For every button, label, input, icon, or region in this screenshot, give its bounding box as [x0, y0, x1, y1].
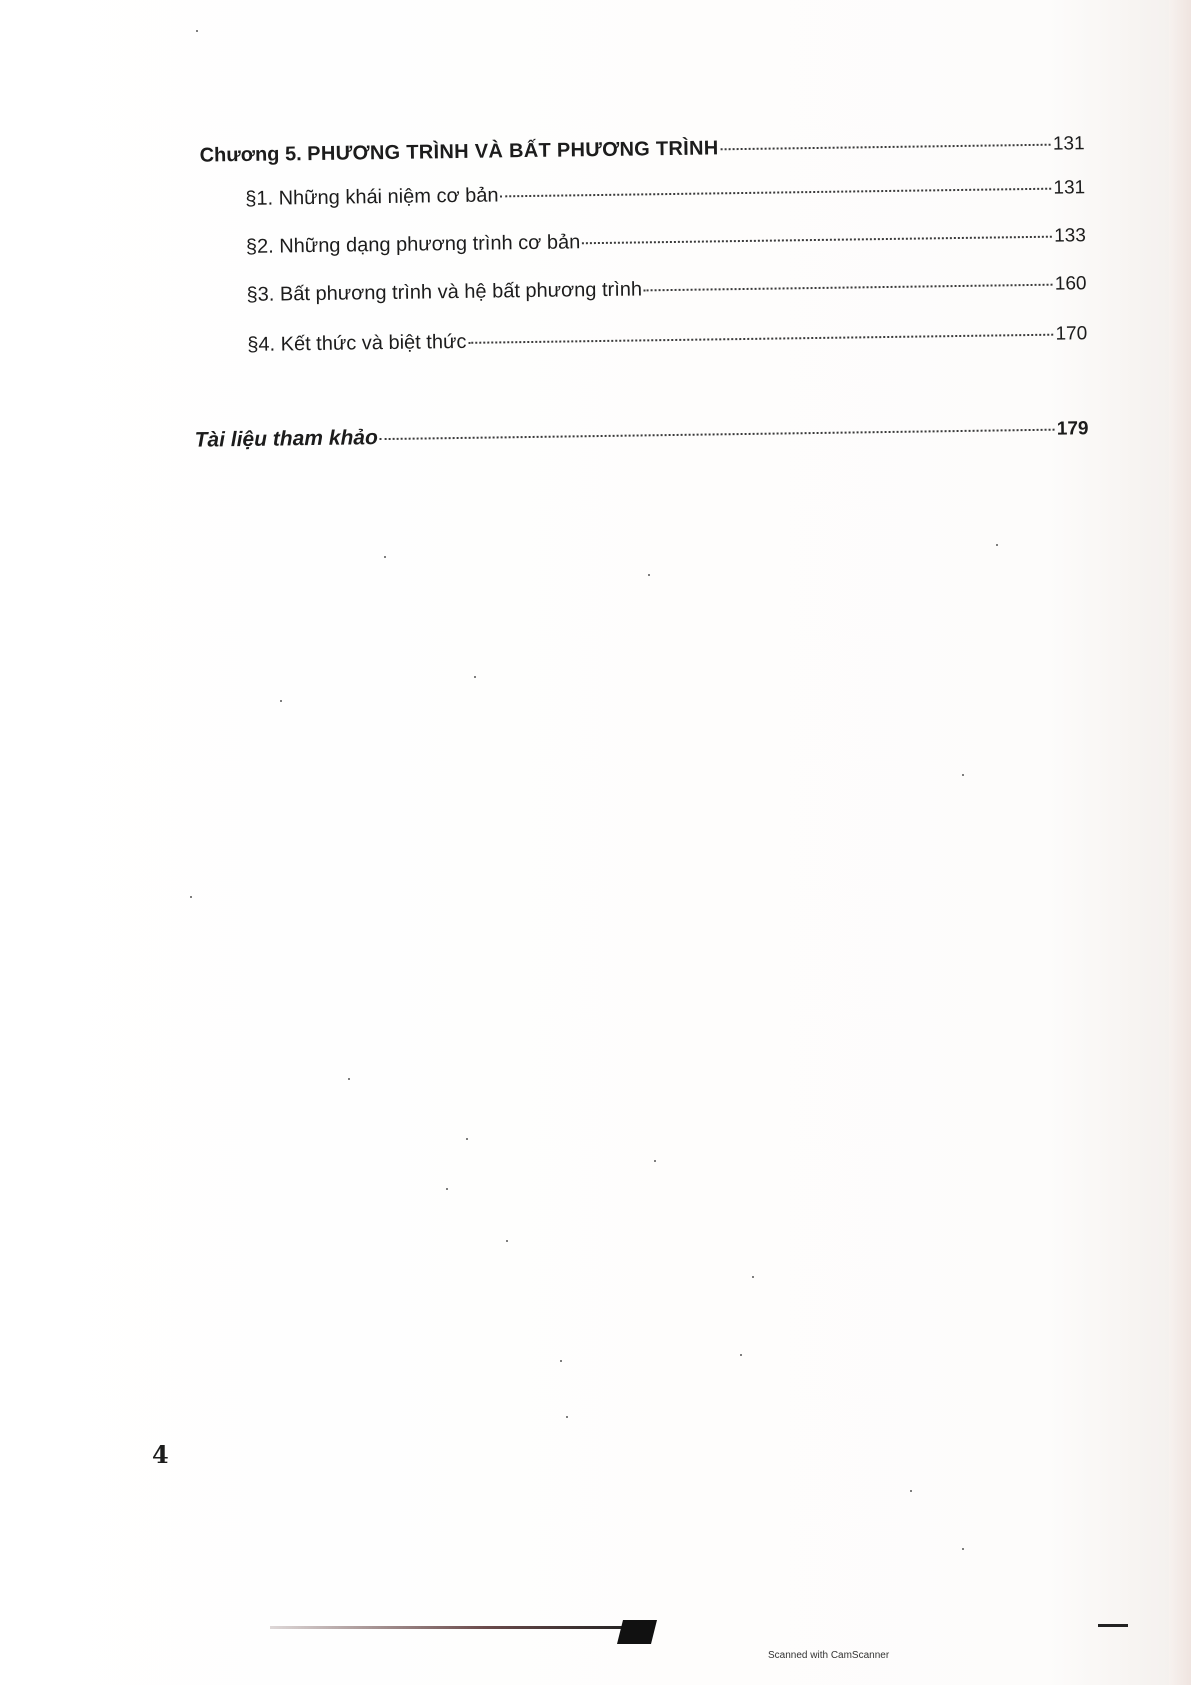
toc-section-3	[246, 265, 1086, 307]
chapter-title: PHƯƠNG TRÌNH VÀ BẤT PHƯƠNG TRÌNH	[307, 137, 719, 166]
scan-speck	[752, 1276, 754, 1278]
scan-speck	[196, 30, 198, 32]
references-label: Tài liệu tham khảo	[194, 426, 378, 452]
scan-edge-rule	[1098, 1624, 1128, 1627]
scan-speck	[506, 1240, 508, 1242]
toc-section-2	[246, 217, 1086, 259]
dot-leader	[582, 214, 1052, 245]
scan-speck	[910, 1490, 912, 1492]
scan-speck	[560, 1360, 562, 1362]
scan-bottom-rule	[270, 1626, 630, 1629]
chapter-prefix: Chương 5.	[199, 143, 302, 167]
scan-speck	[648, 574, 650, 576]
scan-speck	[384, 556, 386, 558]
section-label: §4. Kết thức và biệt thức	[247, 330, 467, 356]
scan-speck	[654, 1160, 656, 1162]
scan-speck	[996, 544, 998, 546]
toc-references	[194, 409, 1088, 453]
page-number: 4	[152, 1440, 169, 1469]
dot-leader	[500, 166, 1051, 198]
chapter-page: 131	[1052, 133, 1085, 155]
scan-speck	[566, 1416, 568, 1418]
references-page: 179	[1056, 418, 1089, 440]
toc-section-1	[245, 169, 1085, 211]
scan-speck	[348, 1078, 350, 1080]
dot-leader	[720, 122, 1051, 151]
section-label: §3. Bất phương trình và hệ bất phương trình	[246, 278, 643, 306]
table-of-contents	[0, 0, 1191, 468]
scan-artifact-mark	[617, 1620, 657, 1644]
dot-leader	[644, 262, 1053, 292]
toc-section-4	[247, 315, 1087, 357]
section-page: 160	[1054, 273, 1087, 295]
section-page: 131	[1053, 177, 1086, 199]
section-label: §2. Những dạng phương trình cơ bản	[245, 231, 581, 258]
scanner-watermark: Scanned with CamScanner	[768, 1650, 890, 1661]
scan-speck	[962, 1548, 964, 1550]
dot-leader	[380, 406, 1055, 441]
scan-speck	[962, 774, 964, 776]
scan-speck	[446, 1188, 448, 1190]
scan-speck	[740, 1354, 742, 1356]
section-page: 170	[1055, 323, 1088, 345]
scan-speck	[190, 896, 192, 898]
scan-speck	[466, 1138, 468, 1140]
dot-leader	[468, 312, 1053, 344]
section-page: 133	[1054, 225, 1086, 247]
section-label: §1. Những khái niệm cơ bản	[245, 184, 499, 210]
toc-chapter-5	[199, 125, 1084, 167]
scan-speck	[474, 676, 476, 678]
scan-speck	[280, 700, 282, 702]
